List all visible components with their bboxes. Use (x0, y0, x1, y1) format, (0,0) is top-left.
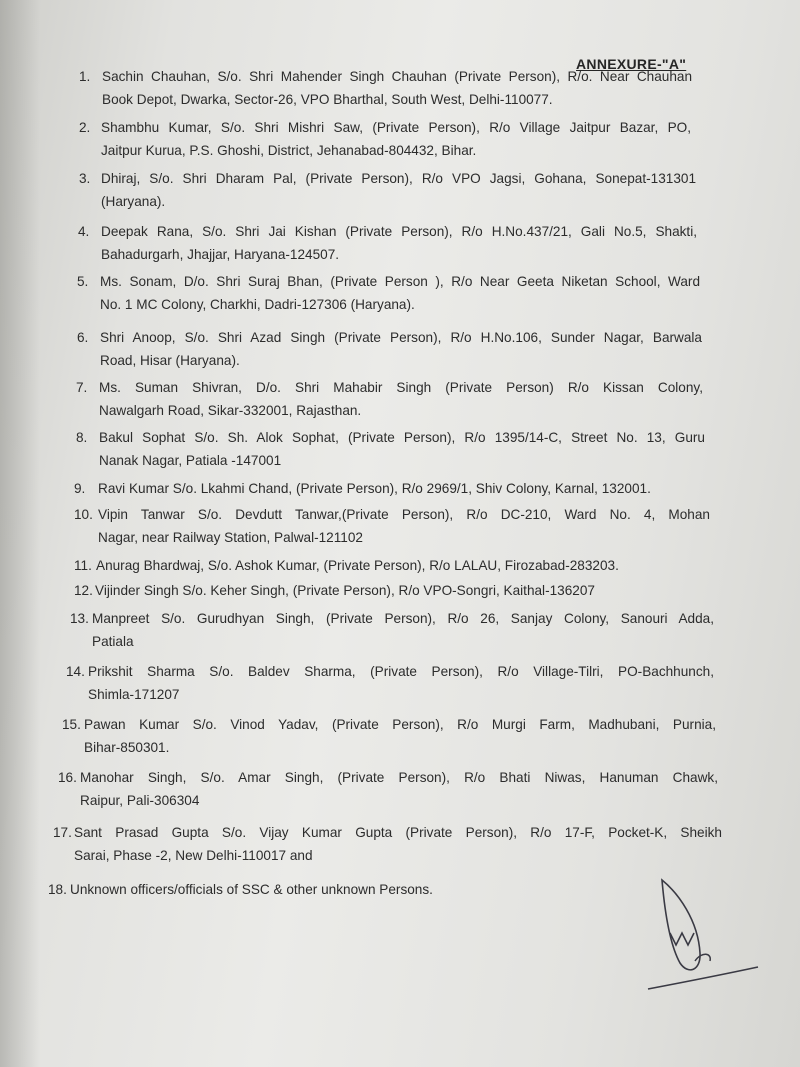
list-item (66, 661, 714, 706)
list-item-text-line: Sant Prasad Gupta S/o. Vijay Kumar Gupta (Private Person), R/o 17-F, Pocket-K, Sheikh (74, 825, 722, 840)
list-item-number: 9. (74, 481, 86, 496)
list-item-text-line: Deepak Rana, S/o. Shri Jai Kishan (Private Person), R/o H.No.437/21, Gali No.5, Shakti, (101, 224, 697, 239)
list-item-number: 15. (62, 717, 81, 732)
list-item-number: 6. (77, 330, 89, 345)
list-item-text-line: Raipur, Pali-306304 (80, 792, 200, 808)
list-item-text-line: Ravi Kumar S/o. Lkahmi Chand, (Private Person), R/o 2969/1, Shiv Colony, Karnal, 132001. (98, 481, 651, 496)
list-item-text-line: Ms. Suman Shivran, D/o. Shri Mahabir Singh (Private Person) R/o Kissan Colony, (99, 380, 703, 395)
list-item-number: 14. (66, 664, 85, 679)
list-item-number: 13. (70, 611, 89, 626)
list-item-number: 18. (48, 882, 67, 897)
list-item-text-line: Nagar, near Railway Station, Palwal-121102 (98, 529, 363, 545)
list-item (79, 117, 691, 162)
list-item-text-line: Sachin Chauhan, S/o. Shri Mahender Singh Chauhan (Private Person), R/o. Near Chauhan (102, 69, 692, 84)
list-item (79, 168, 696, 213)
list-item-text-line: Bakul Sophat S/o. Sh. Alok Sophat, (Private Person), R/o 1395/14-C, Street No. 13, Guru (99, 430, 705, 445)
list-item-number: 12. (74, 583, 93, 598)
list-item-text-line: Nanak Nagar, Patiala -147001 (99, 452, 282, 468)
list-item-text-line: Shimla-171207 (88, 686, 180, 702)
list-item (74, 580, 720, 603)
list-item-number: 8. (76, 430, 88, 445)
list-item-text-line: Shambhu Kumar, S/o. Shri Mishri Saw, (Private Person), R/o Village Jaitpur Bazar, PO, (101, 120, 691, 135)
list-item (74, 504, 710, 549)
list-item (77, 327, 702, 372)
list-item (78, 221, 697, 266)
list-item (53, 822, 722, 867)
list-item (76, 427, 705, 472)
list-item-number: 3. (79, 171, 91, 186)
list-item-number: 7. (76, 380, 88, 395)
list-item-text-line: Nawalgarh Road, Sikar-332001, Rajasthan. (99, 402, 362, 418)
list-item-text-line: (Haryana). (101, 193, 166, 209)
list-item (79, 66, 692, 111)
list-item-number: 17. (53, 825, 72, 840)
list-item-number: 11. (74, 558, 92, 573)
list-item-number: 16. (58, 770, 77, 785)
list-item-text-line: Shri Anoop, S/o. Shri Azad Singh (Private Person), R/o H.No.106, Sunder Nagar, Barwala (100, 330, 702, 345)
list-item-text-line: Manohar Singh, S/o. Amar Singh, (Private Person), R/o Bhati Niwas, Hanuman Chawk, (80, 770, 718, 785)
list-item-text-line: Road, Hisar (Haryana). (100, 352, 240, 368)
list-item-text-line: Unknown officers/officials of SSC & other unknown Persons. (70, 882, 433, 897)
list-item-text-line: Jaitpur Kurua, P.S. Ghoshi, District, Jehanabad-804432, Bihar. (101, 142, 477, 158)
list-item-text-line: Ms. Sonam, D/o. Shri Suraj Bhan, (Private Person ), R/o Near Geeta Niketan School, Ward (100, 274, 700, 289)
list-item-text-line: Manpreet S/o. Gurudhyan Singh, (Private Person), R/o 26, Sanjay Colony, Sanouri Adda, (92, 611, 714, 626)
list-item-text-line: Bahadurgarh, Jhajjar, Haryana-124507. (101, 246, 340, 262)
list-item-text-line: Book Depot, Dwarka, Sector-26, VPO Bharthal, South West, Delhi-110077. (102, 91, 553, 107)
list-item-text-line: No. 1 MC Colony, Charkhi, Dadri-127306 (Haryana). (100, 296, 415, 312)
list-item (70, 608, 714, 653)
list-item-text-line: Patiala (92, 633, 134, 649)
list-item-text-line: Prikshit Sharma S/o. Baldev Sharma, (Private Person), R/o Village-Tilri, PO-Bachhunch, (88, 664, 714, 679)
list-item-text-line: Vipin Tanwar S/o. Devdutt Tanwar,(Private Person), R/o DC-210, Ward No. 4, Mohan (98, 507, 710, 522)
list-item (62, 714, 716, 759)
list-item-text-line: Pawan Kumar S/o. Vinod Yadav, (Private Person), R/o Murgi Farm, Madhubani, Purnia, (84, 717, 716, 732)
handwritten-signature (640, 875, 770, 995)
list-item (76, 377, 703, 422)
list-item-number: 1. (79, 69, 91, 84)
page-shadow (0, 0, 40, 1067)
list-item-text-line: Bihar-850301. (84, 739, 170, 755)
list-item-text-line: Sarai, Phase -2, New Delhi-110017 and (74, 847, 313, 863)
list-item-number: 2. (79, 120, 91, 135)
list-item (77, 271, 700, 316)
list-item-text-line: Vijinder Singh S/o. Keher Singh, (Private Person), R/o VPO-Songri, Kaithal-136207 (95, 583, 595, 598)
list-item (74, 555, 716, 578)
list-item-text-line: Dhiraj, S/o. Shri Dharam Pal, (Private Person), R/o VPO Jagsi, Gohana, Sonepat-131301 (101, 171, 696, 186)
list-item (74, 478, 708, 501)
list-item-number: 5. (77, 274, 89, 289)
list-item-text-line: Anurag Bhardwaj, S/o. Ashok Kumar, (Private Person), R/o LALAU, Firozabad-283203. (96, 558, 619, 573)
list-item (58, 767, 718, 812)
annexure-heading: ANNEXURE-"A" (576, 56, 687, 72)
list-item-number: 4. (78, 224, 90, 239)
list-item-number: 10. (74, 507, 93, 522)
list-item (48, 879, 490, 902)
